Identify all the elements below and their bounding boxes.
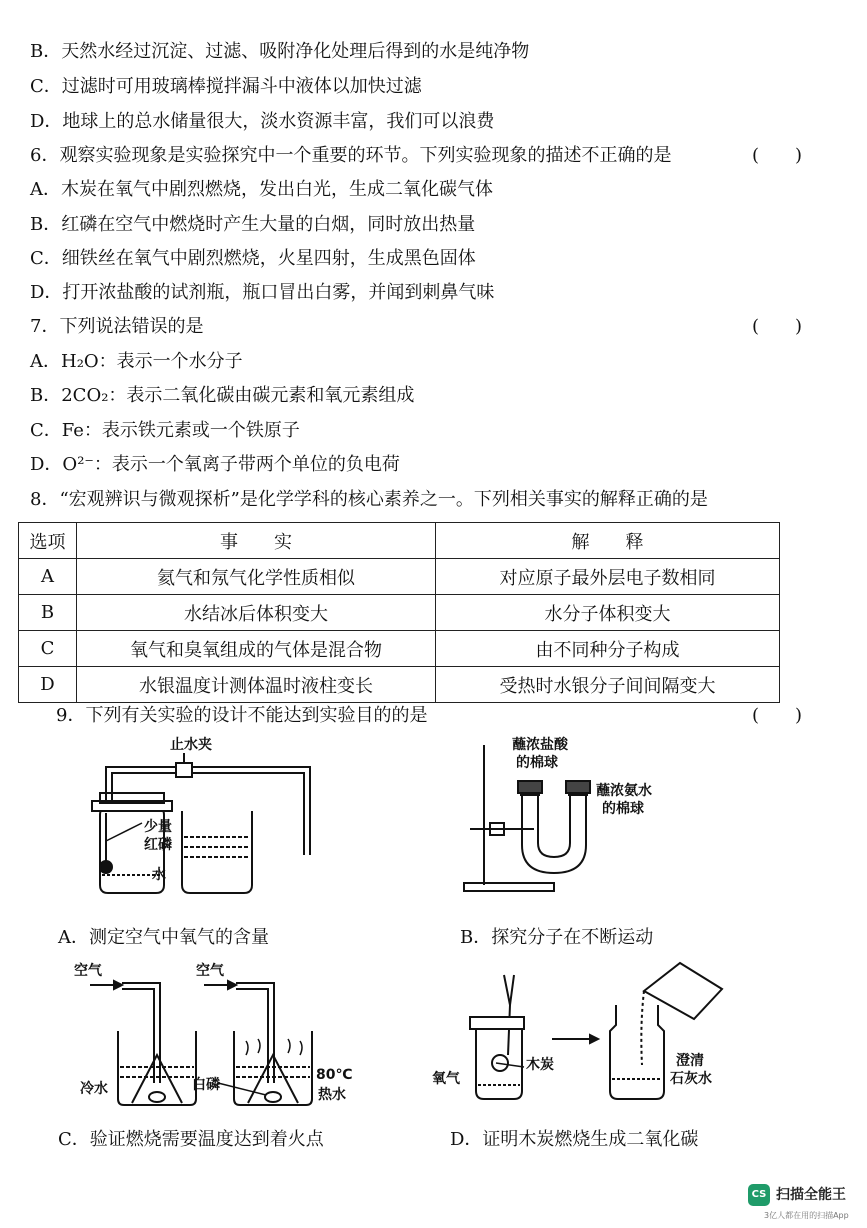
- q7-option-b: B．2CO₂：表示二氧化碳由碳元素和氧元素组成: [30, 385, 415, 406]
- table-row: [19, 667, 780, 703]
- watermark-tagline: 3亿人都在用的扫描App: [764, 1211, 849, 1220]
- table-row: [19, 595, 780, 631]
- caption-a: A．测定空气中氧气的含量: [58, 927, 269, 948]
- table-cell: 水分子体积变大: [436, 595, 780, 631]
- caption-c: C．验证燃烧需要温度达到着火点: [58, 1129, 324, 1150]
- q7-option-c: C．Fe：表示铁元素或一个铁原子: [30, 420, 300, 441]
- q5-option-c: C．过滤时可用玻璃棒搅拌漏斗中液体以加快过滤: [30, 76, 422, 97]
- figure-c-apparatus: [70, 955, 390, 1115]
- caption-b: B．探究分子在不断运动: [460, 927, 654, 948]
- table-cell: D: [19, 667, 77, 703]
- label-nh3-1: 蘸浓氨水: [596, 783, 652, 799]
- table-row: [19, 631, 780, 667]
- table-cell: 受热时水银分子间间隔变大: [436, 667, 780, 703]
- label-cold-water: 冷水: [80, 1081, 108, 1097]
- cs-logo-icon: CS: [748, 1184, 770, 1206]
- table-cell: C: [19, 631, 77, 667]
- table-cell: 氦气和氖气化学性质相似: [77, 559, 436, 595]
- label-nh3-2: 的棉球: [602, 801, 644, 817]
- q7-answer-paren: ( ): [752, 316, 803, 337]
- q8-stem: 8．“宏观辨识与微观探析”是化学学科的核心素养之一。下列相关事实的解释正确的是: [30, 489, 708, 510]
- q7-option-d: D．O²⁻：表示一个氧离子带两个单位的负电荷: [30, 454, 400, 475]
- table-cell: B: [19, 595, 77, 631]
- label-white-phosphorus: 白磷: [192, 1077, 220, 1093]
- q6-answer-paren: ( ): [752, 145, 803, 166]
- label-water: 水: [152, 867, 166, 883]
- label-limewater-1: 澄清: [676, 1053, 704, 1069]
- header-fact: 事 实: [77, 523, 436, 559]
- q6-option-c: C．细铁丝在氧气中剧烈燃烧，火星四射，生成黑色固体: [30, 248, 476, 269]
- q5-option-b: B．天然水经过沉淀、过滤、吸附净化处理后得到的水是纯净物: [30, 41, 530, 62]
- q8-table: [18, 522, 780, 703]
- table-cell: 水银温度计测体温时液柱变长: [77, 667, 436, 703]
- header-explanation: 解 释: [436, 523, 780, 559]
- q6-option-a: A．木炭在氧气中剧烈燃烧，发出白光，生成二氧化碳气体: [30, 179, 493, 200]
- q7-stem: 7．下列说法错误的是: [30, 316, 204, 337]
- label-air-1: 空气: [74, 963, 102, 979]
- q5-option-d: D．地球上的总水储量很大，淡水资源丰富，我们可以浪费: [30, 111, 495, 132]
- table-header-row: [19, 523, 780, 559]
- table-cell: 水结冰后体积变大: [77, 595, 436, 631]
- q9-answer-paren: ( ): [752, 705, 803, 726]
- watermark-brand: 扫描全能王: [776, 1187, 846, 1203]
- label-phosphorus-1: 少量: [144, 819, 172, 835]
- caption-d: D．证明木炭燃烧生成二氧化碳: [450, 1129, 699, 1150]
- table-cell: 氧气和臭氧组成的气体是混合物: [77, 631, 436, 667]
- label-hcl-2: 的棉球: [516, 755, 558, 771]
- label-phosphorus-2: 红磷: [144, 837, 172, 853]
- table-cell: 由不同种分子构成: [436, 631, 780, 667]
- figure-d-apparatus: [430, 955, 750, 1115]
- label-clamp: 止水夹: [170, 737, 212, 753]
- label-hcl-1: 蘸浓盐酸: [512, 737, 568, 753]
- q6-option-b: B．红磷在空气中燃烧时产生大量的白烟，同时放出热量: [30, 214, 476, 235]
- figure-b-apparatus: [450, 735, 710, 905]
- table-cell: 对应原子最外层电子数相同: [436, 559, 780, 595]
- q6-option-d: D．打开浓盐酸的试剂瓶，瓶口冒出白雾，并闻到刺鼻气味: [30, 282, 495, 303]
- label-air-2: 空气: [196, 963, 224, 979]
- figure-a-apparatus: [70, 735, 330, 905]
- scanner-watermark: [748, 1182, 858, 1222]
- q6-stem: 6．观察实验现象是实验探究中一个重要的环节。下列实验现象的描述不正确的是: [30, 145, 672, 166]
- label-charcoal: 木炭: [526, 1057, 554, 1073]
- label-hot-water: 热水: [318, 1087, 346, 1103]
- q7-option-a: A．H₂O：表示一个水分子: [30, 351, 243, 372]
- table-row: [19, 559, 780, 595]
- q9-stem: 9．下列有关实验的设计不能达到实验目的的是: [56, 705, 428, 726]
- label-limewater-2: 石灰水: [670, 1071, 712, 1087]
- header-option: 选项: [19, 523, 77, 559]
- table-cell: A: [19, 559, 77, 595]
- label-oxygen: 氧气: [432, 1071, 460, 1087]
- label-temperature: 80℃: [316, 1067, 353, 1083]
